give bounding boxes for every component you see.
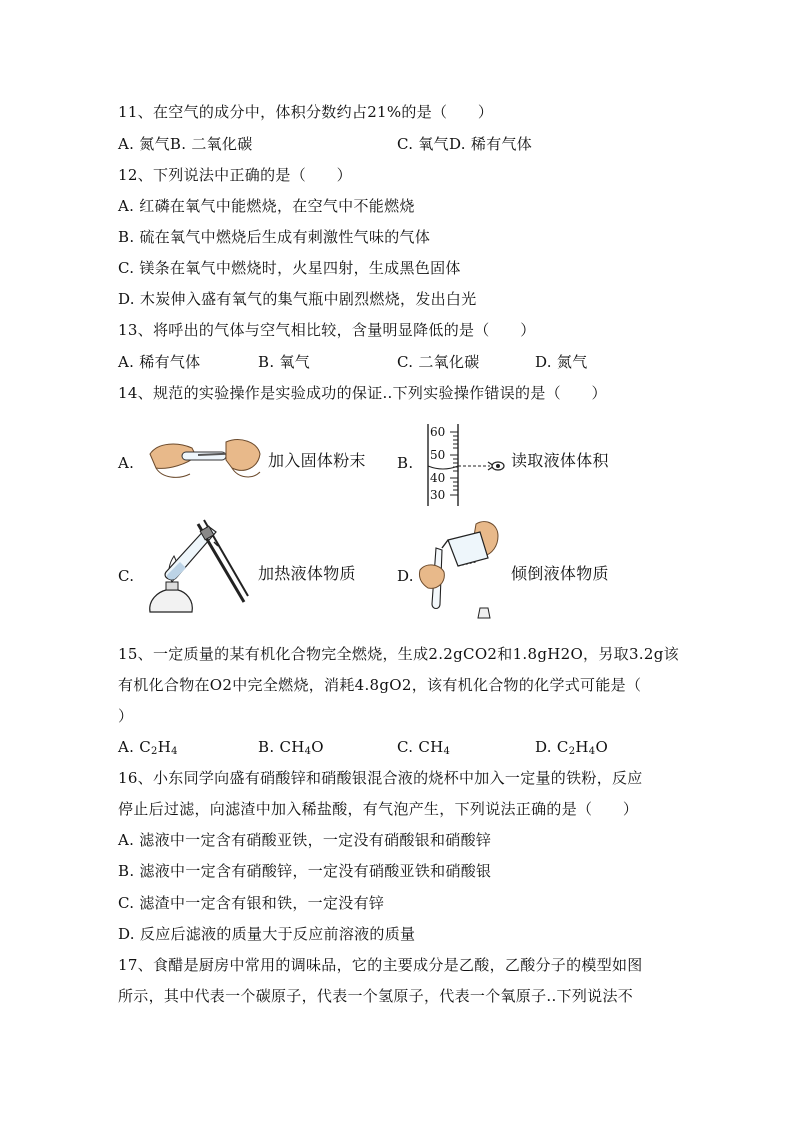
q15-line-3: ） <box>118 707 134 725</box>
q13-option-a: A. 稀有气体 <box>118 353 201 371</box>
q15-line-2: 有机化合物在O2中完全燃烧，消耗4.8gO2，该有机化合物的化学式可能是（ <box>118 676 642 694</box>
pouring-liquid-illustration <box>418 518 502 620</box>
cylinder-tick-60: 60 <box>430 425 446 439</box>
q12-option-b: B. 硫在氧气中燃烧后生成有刺激性气味的气体 <box>118 228 431 246</box>
q14-option-d-text: 倾倒液体物质 <box>511 564 609 583</box>
q13-stem: 13、将呼出的气体与空气相比较，含量明显降低的是（ ） <box>118 321 536 339</box>
q16-option-c: C. 滤渣中一定含有银和铁，一定没有锌 <box>118 894 385 912</box>
q15-option-d: D. $C_2H_4O$ <box>535 738 609 757</box>
heating-liquid-illustration <box>144 516 254 620</box>
q15-line-1: 15、一定质量的某有机化合物完全燃烧，生成2.2gCO2和1.8gH2O，另取3.2g该 <box>118 645 679 663</box>
q16-option-d: D. 反应后滤液的质量大于反应前溶液的质量 <box>118 925 416 943</box>
q12-stem: 12、下列说法中正确的是（ ） <box>118 166 352 184</box>
q13-option-c: C. 二氧化碳 <box>397 353 480 371</box>
q16-line-2: 停止后过滤，向滤渣中加入稀盐酸，有气泡产生，下列说法正确的是（ ） <box>118 800 639 818</box>
q15-option-b: B. $CH_4O$ <box>258 738 324 757</box>
q14-option-c-text: 加热液体物质 <box>258 564 356 583</box>
q13-option-b: B. 氧气 <box>258 353 311 371</box>
q17-line-2: 所示，其中代表一个碳原子，代表一个氢原子，代表一个氧原子..下列说法不 <box>118 987 634 1005</box>
q14-option-a-text: 加入固体粉末 <box>268 451 366 470</box>
q11-stem: 11、在空气的成分中，体积分数约占21%的是（ ） <box>118 103 494 121</box>
q14-option-d-letter: D. <box>397 567 414 585</box>
q12-option-a: A. 红磷在氧气中能燃烧，在空气中不能燃烧 <box>118 197 415 215</box>
cylinder-tick-30: 30 <box>430 488 446 502</box>
q15-option-a: A. $C_2H_4$ <box>118 738 178 757</box>
q16-option-b: B. 滤液中一定含有硝酸锌，一定没有硝酸亚铁和硝酸银 <box>118 862 492 880</box>
cylinder-tick-40: 40 <box>430 471 446 485</box>
q14-option-b-letter: B. <box>397 454 414 472</box>
q17-line-1: 17、食醋是厨房中常用的调味品，它的主要成分是乙酸，乙酸分子的模型如图 <box>118 956 643 974</box>
q12-option-c: C. 镁条在氧气中燃烧时，火星四射，生成黑色固体 <box>118 259 461 277</box>
q16-line-1: 16、小东同学向盛有硝酸锌和硝酸银混合液的烧杯中加入一定量的铁粉，反应 <box>118 769 643 787</box>
cylinder-tick-50: 50 <box>430 448 446 462</box>
q14-option-a-letter: A. <box>118 454 135 472</box>
q14-option-b-text: 读取液体体积 <box>511 451 609 470</box>
q15-option-c: C. $CH_4$ <box>397 738 451 757</box>
q16-option-a: A. 滤液中一定含有硝酸亚铁，一定没有硝酸银和硝酸锌 <box>118 831 492 849</box>
q14-stem: 14、规范的实验操作是实验成功的保证..下列实验操作错误的是（ ） <box>118 384 607 402</box>
q11-options-cd: C. 氧气D. 稀有气体 <box>397 135 533 153</box>
q11-options-ab: A. 氮气B. 二氧化碳 <box>118 135 253 153</box>
q13-option-d: D. 氮气 <box>535 353 588 371</box>
q14-option-c-letter: C. <box>118 567 135 585</box>
q12-option-d: D. 木炭伸入盛有氧气的集气瓶中剧烈燃烧，发出白光 <box>118 290 477 308</box>
add-powder-illustration <box>148 434 264 486</box>
